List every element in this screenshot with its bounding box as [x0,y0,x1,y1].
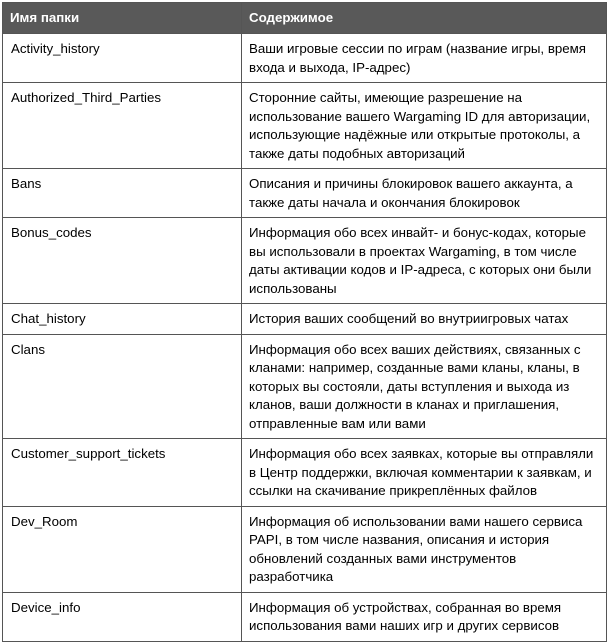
folder-name-cell: Customer_support_tickets [3,439,242,507]
header-folder-name: Имя папки [3,3,242,34]
header-contents: Содержимое [242,3,607,34]
table-row [3,218,607,304]
folder-name-cell: Clans [3,334,242,439]
table-row [3,169,607,218]
content-cell: Сторонние сайты, имеющие разрешение на использование вашего Wargaming ID для авторизации, использующие надёжные или открытые протоколы, а также даты подобных авторизаций [242,83,607,169]
table-row [3,334,607,439]
folder-name-cell: Dev_Room [3,506,242,592]
table-row [3,439,607,507]
folder-name-cell: Activity_history [3,34,242,83]
table-row [3,304,607,335]
folder-name-cell: Chat_history [3,304,242,335]
folders-table [2,2,607,642]
content-cell: Информация обо всех заявках, которые вы отправляли в Центр поддержки, включая комментарии к заявкам, и ссылки на скачивание прикреплённых файлов [242,439,607,507]
content-cell: Информация обо всех инвайт- и бонус-кодах, которые вы использовали в проектах Wargaming, в том числе даты активации кодов и IP-адреса, с которых они были использованы [242,218,607,304]
table-row [3,592,607,641]
content-cell: Информация об устройствах, собранная во время использования вами наших игр и других сервисов [242,592,607,641]
header-row [3,3,607,34]
content-cell: Описания и причины блокировок вашего аккаунта, а также даты начала и окончания блокировок [242,169,607,218]
folder-name-cell: Bonus_codes [3,218,242,304]
content-cell: История ваших сообщений во внутриигровых чатах [242,304,607,335]
folder-name-cell: Device_info [3,592,242,641]
content-cell: Информация об использовании вами нашего сервиса PAPI, в том числе названия, описания и история обновлений созданных вами инструментов разработчика [242,506,607,592]
folder-name-cell: Bans [3,169,242,218]
table-row [3,83,607,169]
content-cell: Информация обо всех ваших действиях, связанных с кланами: например, созданные вами кланы, кланы, в которых вы состояли, даты вступления и выхода из кланов, ваши должности в кланах и приглашения, отправленные вам или вами [242,334,607,439]
folder-name-cell: Authorized_Third_Parties [3,83,242,169]
content-cell: Ваши игровые сессии по играм (название игры, время входа и выхода, IP-адрес) [242,34,607,83]
table-row [3,506,607,592]
table-row [3,34,607,83]
